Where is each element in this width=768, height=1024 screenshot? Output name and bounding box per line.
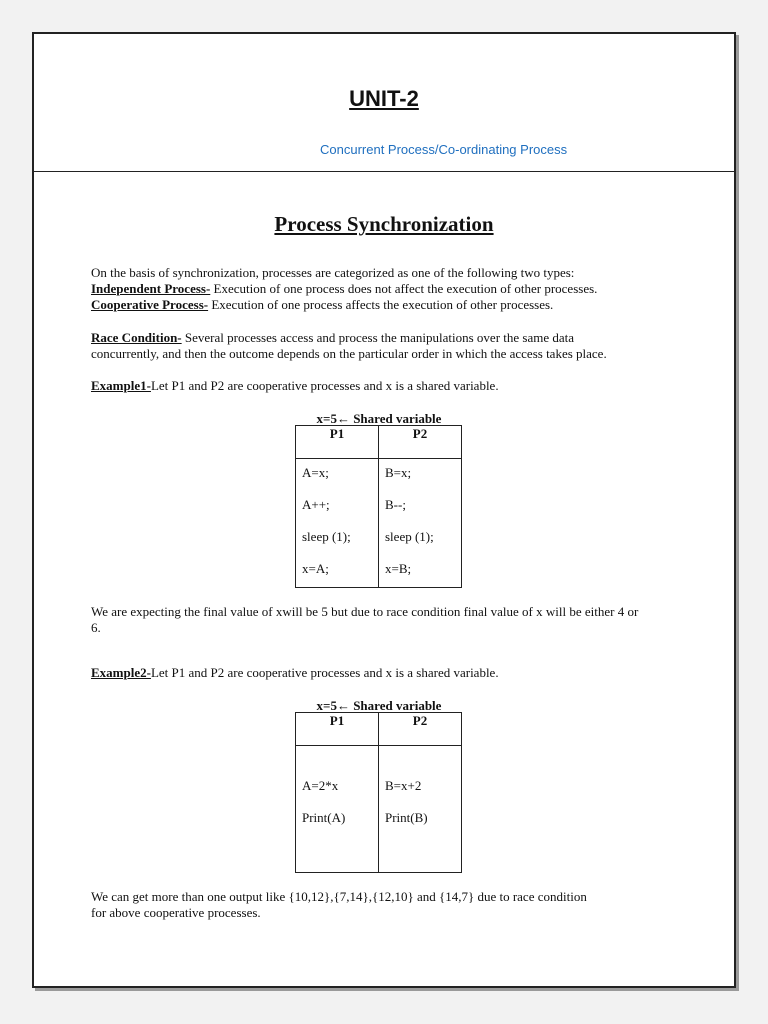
example1-col-p2: P2 xyxy=(379,426,462,459)
race-condition-label: Race Condition- xyxy=(91,330,182,345)
code-line: B--; xyxy=(385,497,406,512)
cooperative-process-text: Execution of one process affects the execution of other processes. xyxy=(208,297,554,312)
header-divider xyxy=(34,171,734,172)
code-line: B=x; xyxy=(385,465,412,480)
example2-result-line2: for above cooperative processes. xyxy=(91,905,261,920)
code-line: Print(A) xyxy=(302,810,346,825)
intro-text: On the basis of synchronization, processes are categorized as one of the following two types: xyxy=(91,265,575,280)
example1-table xyxy=(295,425,462,588)
example2-col-p2: P2 xyxy=(379,713,462,746)
example2-result xyxy=(91,889,681,921)
code-line: A=2*x xyxy=(302,778,339,793)
example1-result-line1: We are expecting the final value of xwill be 5 but due to race condition final value of x will be either 4 or xyxy=(91,604,639,619)
example1-p1-code xyxy=(296,459,379,588)
code-line: Print(B) xyxy=(385,810,428,825)
code-line: x=B; xyxy=(385,561,412,576)
code-line: B=x+2 xyxy=(385,778,422,793)
subtitle: Concurrent Process/Co-ordinating Process xyxy=(320,142,568,157)
cooperative-process-label: Cooperative Process- xyxy=(91,297,209,312)
example2-caption: x=5← Shared variable xyxy=(316,698,442,713)
example2-p2-code xyxy=(379,746,462,873)
example2-col-p1: P1 xyxy=(296,713,379,746)
example1-paragraph xyxy=(91,378,681,394)
example1-col-p1: P1 xyxy=(296,426,379,459)
example1-result-line2: 6. xyxy=(91,620,101,635)
example2-paragraph xyxy=(91,665,681,681)
example2-table xyxy=(295,712,462,873)
code-line: x=A; xyxy=(302,561,329,576)
independent-process-text: Execution of one process does not affect the execution of other processes. xyxy=(210,281,598,296)
code-line: A=x; xyxy=(302,465,329,480)
independent-process-label: Independent Process- xyxy=(91,281,211,296)
code-line: A++; xyxy=(302,497,330,512)
race-condition-line2: concurrently, and then the outcome depends on the particular order in which the access takes place. xyxy=(91,346,607,361)
intro-paragraph xyxy=(91,265,681,313)
example1-caption: x=5← Shared variable xyxy=(316,411,442,426)
unit-title: UNIT-2 xyxy=(349,86,419,111)
code-line: sleep (1); xyxy=(302,529,351,544)
race-condition-paragraph xyxy=(91,330,681,362)
section-heading: Process Synchronization xyxy=(274,212,494,236)
document-page xyxy=(32,32,736,988)
code-line: sleep (1); xyxy=(385,529,434,544)
example1-p2-code xyxy=(379,459,462,588)
example2-label: Example2- xyxy=(91,665,151,680)
example1-text: Let P1 and P2 are cooperative processes and x is a shared variable. xyxy=(150,378,499,393)
example2-p1-code xyxy=(296,746,379,873)
example2-result-line1: We can get more than one output like {10,12},{7,14},{12,10} and {14,7} due to race condition xyxy=(91,889,587,904)
example1-label: Example1- xyxy=(91,378,151,393)
example1-result xyxy=(91,604,681,636)
cooperative-process-line xyxy=(91,297,681,313)
independent-process-line xyxy=(91,281,681,297)
example2-text: Let P1 and P2 are cooperative processes and x is a shared variable. xyxy=(150,665,499,680)
race-condition-line1: Several processes access and process the manipulations over the same data xyxy=(181,330,575,345)
